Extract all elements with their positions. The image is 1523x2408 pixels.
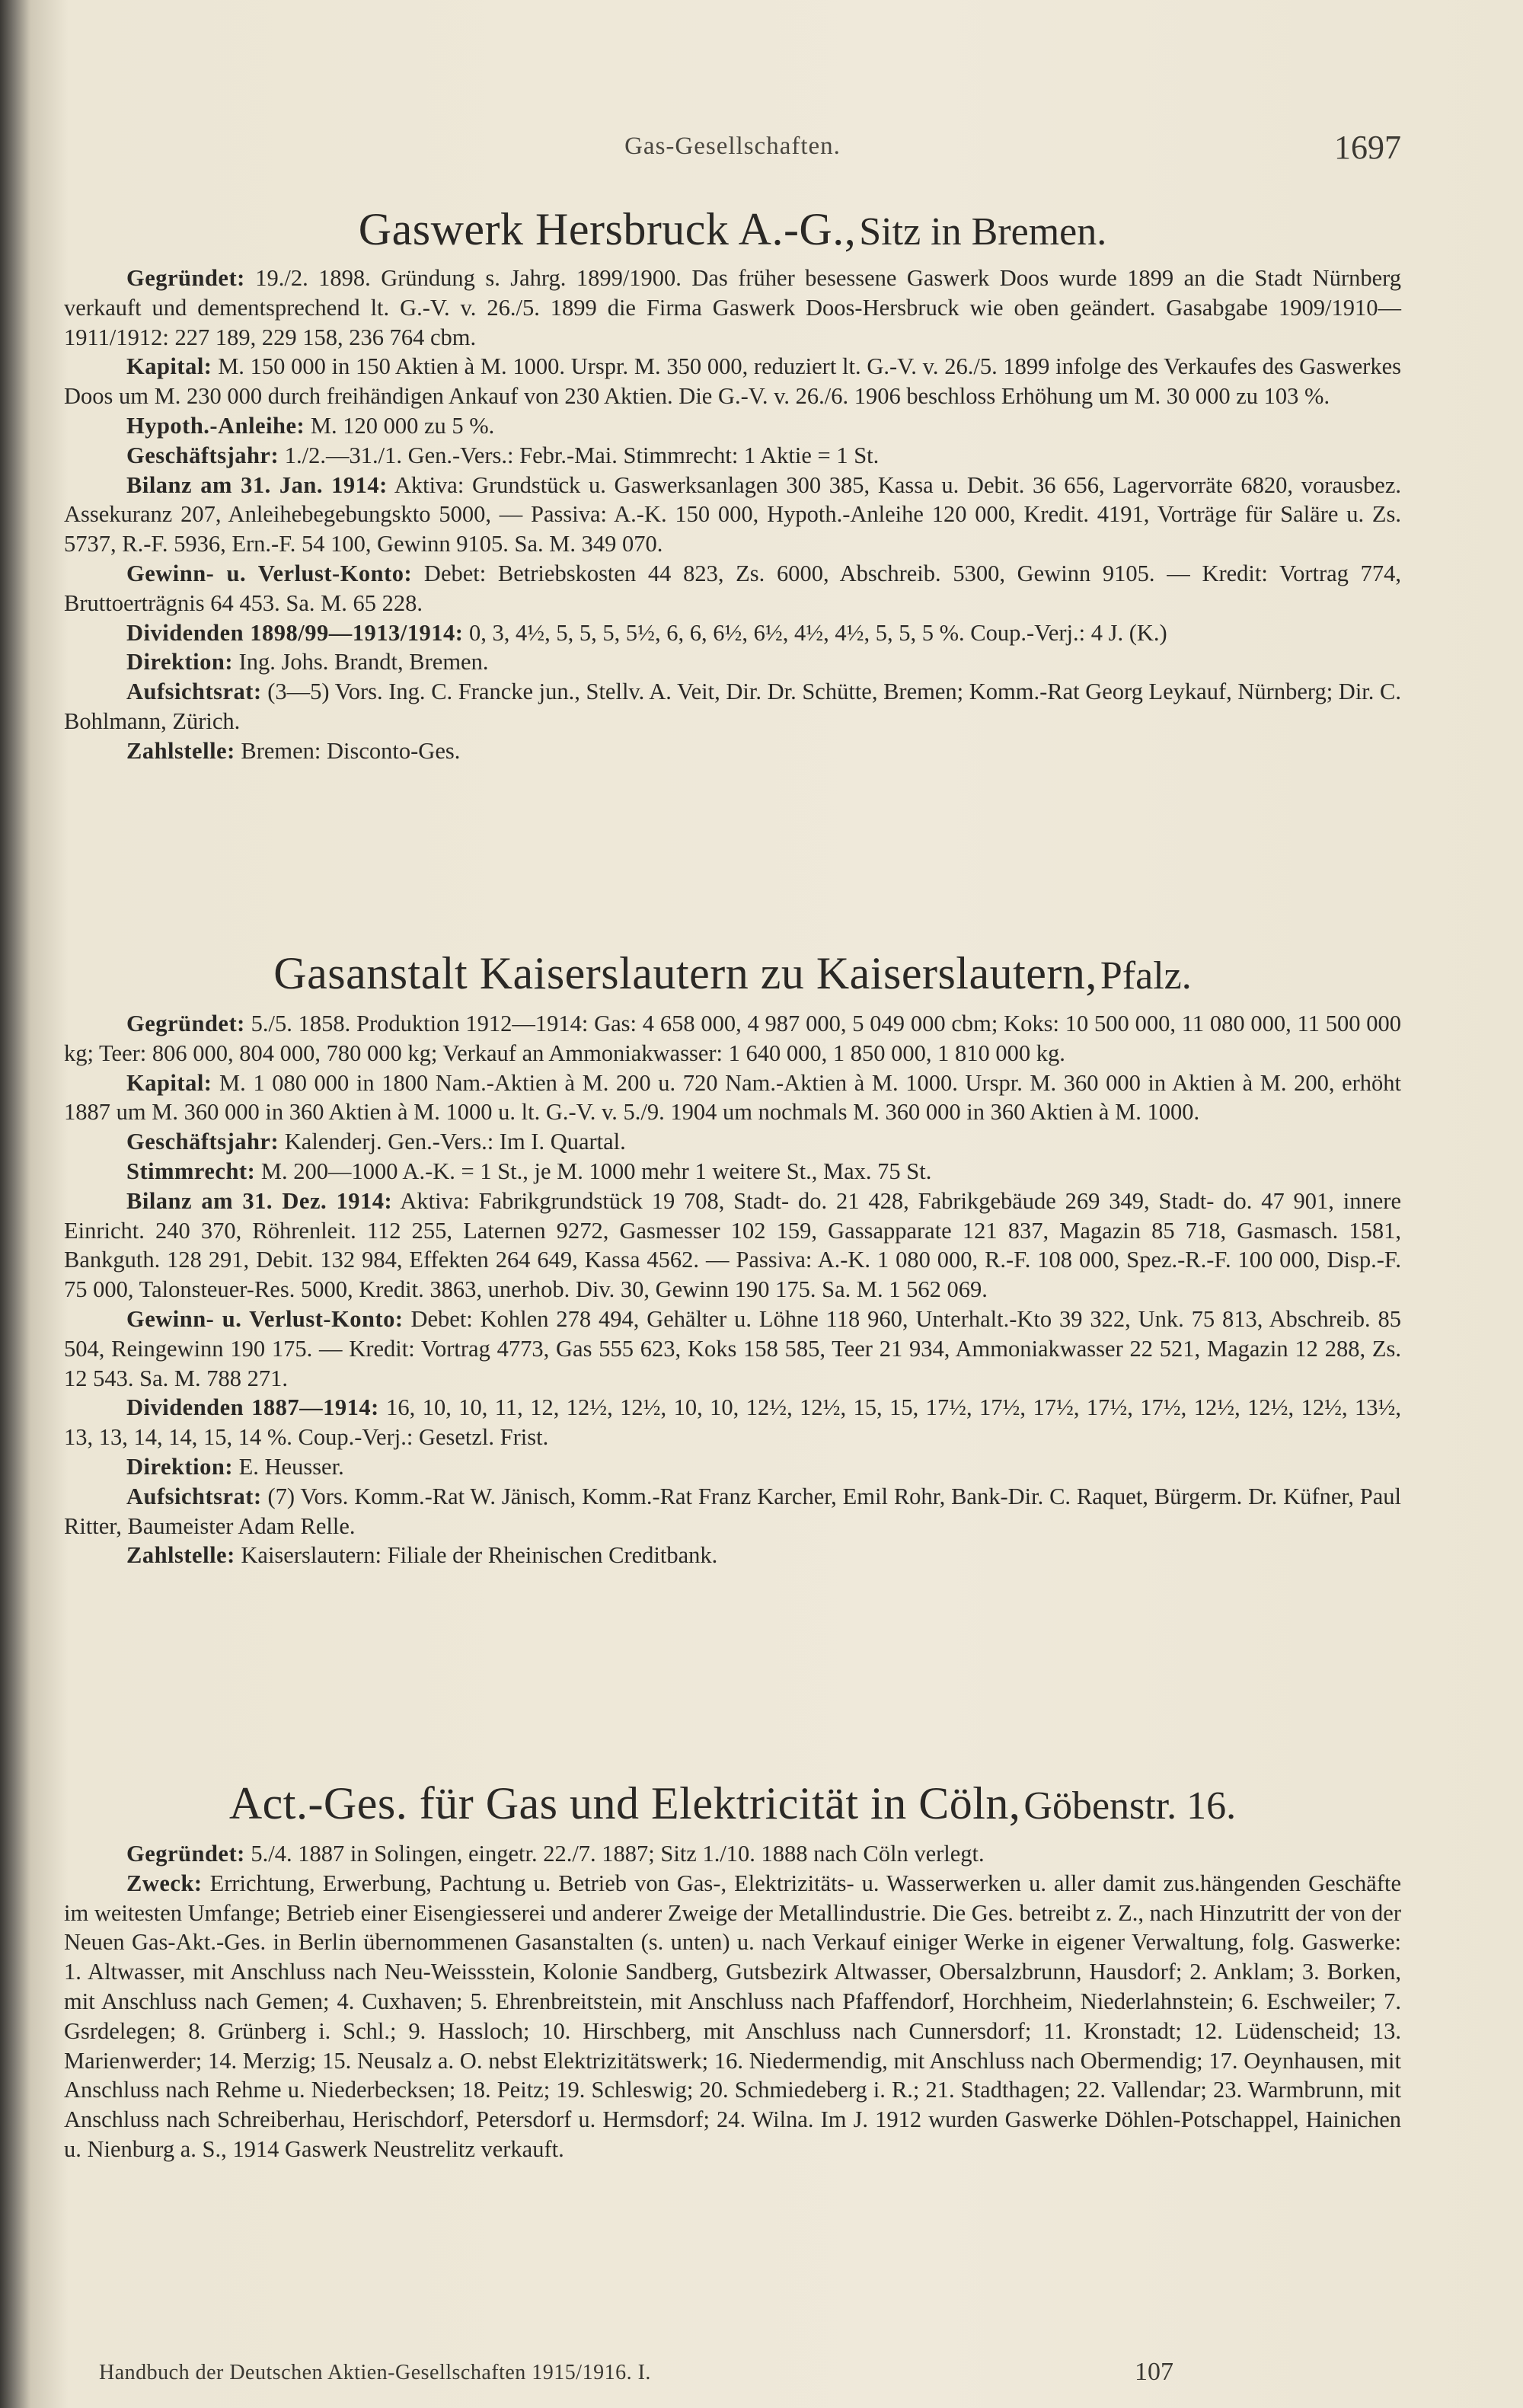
para-text: 16, 10, 10, 11, 12, 12½, 12½, 10, 10, 12½, 12½, 15, 15, 17½, 17½, 17½, 17½, 17½, 12½, 12½, 12½, 13½, 13, 13, 14, 14, 15, 14 %. Coup.-Verj.: Gesetzl. Frist. <box>64 1394 1401 1451</box>
page-number: 1697 <box>1334 129 1401 166</box>
company-entry-kaiserslautern <box>64 948 1401 1570</box>
para-text: Debet: Betriebskosten 44 823, Zs. 6000, Abschreib. 5300, Gewinn 9105. — Kredit: Vortrag 774, Bruttoerträgnis 64 453. Sa. M. 65 228. <box>64 560 1401 616</box>
para-text: M. 200—1000 A.-K. = 1 St., je M. 1000 mehr 1 weitere St., Max. 75 St. <box>260 1158 932 1184</box>
para-text: (3—5) Vors. Ing. C. Francke jun., Stellv. A. Veit, Dir. Dr. Schütte, Bremen; Komm.-Rat Georg Leykauf, Nürnberg; Dir. C. Bohlmann, Zürich. <box>64 679 1402 734</box>
running-header <box>64 128 1401 174</box>
entry-title-sub: Göbenstr. 16. <box>1023 1784 1237 1828</box>
para-label: Dividenden 1898/99—1913/1914: <box>126 619 464 646</box>
para-text: Aktiva: Grundstück u. Gaswerksanlagen 300 385, Kassa u. Debit. 36 656, Lagervorräte 6820, vorausbez. Assekuranz 207, Anleihebegebungskto 5000, — Passiva: A.-K. 150 000, Hypoth.-Anleihe 120 000, Kredit. 4191, Vorträge für Saläre u. Zs. 5737, R.-F. 5936, Ern.-F. 54 100, Gewinn 9105. Sa. M. 349 070. <box>64 471 1401 557</box>
para-gegruendet <box>64 1009 1401 1068</box>
para-label: Zweck: <box>126 1870 203 1896</box>
para-text: Debet: Kohlen 278 494, Gehälter u. Löhne 118 960, Unterhalt.-Kto 39 322, Unk. 75 813, Abschreib. 85 504, Reingewinn 190 175. — Kredit: Vortrag 4773, Gas 555 623, Koks 158 585, Teer 21 934, Ammoniakwasser 22 521, Magazin 12 288, Zs. 12 543. Sa. M. 788 271. <box>64 1305 1401 1391</box>
para-label: Direktion: <box>126 1453 233 1480</box>
entry-title <box>64 204 1401 254</box>
para-direktion <box>64 647 1401 677</box>
para-label: Hypoth.-Anleihe: <box>126 412 305 439</box>
entry-body <box>64 263 1401 766</box>
para-text: Errichtung, Erwerbung, Pachtung u. Betrieb von Gas-, Elektrizitäts- u. Wasserwerken u. aller damit zus.hängenden Geschäfte im weitesten Umfange; Betrieb einer Eisengiesserei und anderer Zweige der Metallindustrie. Die Ges. betreibt z. Z., nach Hinzutritt der von der Neuen Gas-Akt.-Ges. in Berlin übernommenen Gasanstalten (s. unten) u. nach Verkauf einiger Werke in eigener Verwaltung, folg. Gaswerke: 1. Altwasser, mit Anschluss nach Neu-Weissstein, Kolonie Sandberg, Gutsbezirk Altwasser, Obersalzbrunn, Hausdorf; 2. Anklam; 3. Borken, mit Anschluss nach Gemen; 4. Cuxhaven; 5. Ehrenbreitstein, mit Anschluss nach Pfaffendorf, Horchheim, Niederlahnstein; 6. Eschweiler; 7. Gsrdelegen; 8. Grünberg i. Schl.; 9. Hassloch; 10. Hirschberg, mit Anschluss nach Cunnersdorf; 11. Kronstadt; 12. Lüdenscheid; 13. Marienwerder; 14. Merzig; 15. Neusalz a. O. nebst Elektrizitätswerk; 16. Niedermendig, mit Anschluss nach Obermendig; 17. Oeynhausen, mit Anschluss nach Rehme u. Niederbecksen; 18. Peitz; 19. Schleswig; 20. Schmiedeberg i. R.; 21. Stadthagen; 22. Vallendar; 23. Warmbrunn, mit Anschluss nach Schreiberhau, Herischdorf, Petersdorf u. Hermsdorf; 24. Wilna. Im J. 1912 wurden Gaswerke Döhlen-Potschappel, Hainichen u. Nienburg a. S., 1914 Gaswerk Neustrelitz verkauft. <box>64 1870 1402 2162</box>
para-text: 5./4. 1887 in Solingen, eingetr. 22./7. 1887; Sitz 1./10. 1888 nach Cöln verlegt. <box>251 1841 985 1867</box>
para-gegruendet <box>64 263 1401 352</box>
para-dividenden <box>64 1393 1401 1452</box>
para-zahlstelle <box>64 736 1401 766</box>
para-text: Aktiva: Fabrikgrundstück 19 708, Stadt- do. 21 428, Fabrikgebäude 269 349, Stadt- do. 47 901, innere Einricht. 240 370, Röhrenleit. 112 255, Laternen 9272, Gasmesser 102 159, Gassapparate 121 837, Magazin 85 718, Gasmasch. 1581, Bankguth. 128 291, Debit. 132 984, Effekten 264 649, Kassa 4562. — Passiva: A.-K. 1 080 000, R.-F. 108 000, Spez.-R.-F. 100 000, Disp.-F. 75 000, Talonsteuer-Res. 5000, Kredit. 3863, unerhob. Div. 30, Gewinn 190 175. Sa. M. 1 562 069. <box>64 1187 1401 1303</box>
entry-title-main: Gasanstalt Kaiserslautern zu Kaiserslautern, <box>273 948 1097 998</box>
para-dividenden <box>64 618 1401 648</box>
para-zweck <box>64 1869 1401 2164</box>
para-bilanz <box>64 1186 1401 1305</box>
para-text: 19./2. 1898. Gründung s. Jahrg. 1899/1900. Das früher besessene Gaswerk Doos wurde 1899 an die Stadt Nürnberg verkauft und dementsprechend lt. G.-V. v. 26./5. 1899 die Firma Gaswerk Doos-Hersbruck wie oben geändert. Gasabgabe 1909/1910—1911/1912: 227 189, 229 158, 236 764 cbm. <box>64 265 1401 350</box>
entry-title <box>64 1778 1401 1828</box>
para-gewinn-verlust <box>64 559 1401 618</box>
para-label: Bilanz am 31. Dez. 1914: <box>126 1187 393 1214</box>
para-label: Aufsichtsrat: <box>126 679 262 705</box>
para-geschaeftsjahr <box>64 441 1401 471</box>
para-label: Gegründet: <box>126 1841 245 1867</box>
para-text: 1./2.—31./1. Gen.-Vers.: Febr.-Mai. Stimmrecht: 1 Aktie = 1 St. <box>284 442 880 468</box>
para-text: Kalenderj. Gen.-Vers.: Im I. Quartal. <box>284 1129 626 1155</box>
para-label: Geschäftsjahr: <box>126 1129 279 1155</box>
para-text: E. Heusser. <box>238 1453 344 1480</box>
para-aufsichtsrat <box>64 1482 1401 1541</box>
para-kapital <box>64 352 1401 411</box>
entry-title-main: Gaswerk Hersbruck A.-G., <box>358 204 857 254</box>
para-text: (7) Vors. Komm.-Rat W. Jänisch, Komm.-Rat Franz Karcher, Emil Rohr, Bank-Dir. C. Raquet, Bürgerm. Dr. Küfner, Paul Ritter, Baumeister Adam Relle. <box>64 1483 1402 1539</box>
para-label: Zahlstelle: <box>126 1542 235 1569</box>
para-text: Ing. Johs. Brandt, Bremen. <box>238 649 489 675</box>
company-entry-hersbruck <box>64 204 1401 766</box>
para-text: Kaiserslautern: Filiale der Rheinischen Creditbank. <box>241 1542 718 1569</box>
para-hypothek <box>64 411 1401 441</box>
para-text: 5./5. 1858. Produktion 1912—1914: Gas: 4 658 000, 4 987 000, 5 049 000 cbm; Koks: 10 500 000, 11 080 000, 11 500 000 kg; Teer: 806 000, 804 000, 780 000 kg; Verkauf an Ammoniakwasser: 1 640 000, 1 850 000, 1 810 000 kg. <box>64 1011 1402 1066</box>
para-text: 0, 3, 4½, 5, 5, 5, 5½, 6, 6, 6½, 6½, 4½, 4½, 5, 5, 5 %. Coup.-Verj.: 4 J. (K.) <box>469 619 1167 646</box>
para-text: M. 1 080 000 in 1800 Nam.-Aktien à M. 200 u. 720 Nam.-Aktien à M. 1000. Urspr. M. 360 000 in Aktien à M. 200, erhöht 1887 um M. 360 000 in 360 Aktien à M. 1000 u. lt. G.-V. v. 5./9. 1904 um nochmals M. 360 000 in 360 Aktien à M. 1000. <box>64 1069 1402 1126</box>
entry-body <box>64 1839 1401 2164</box>
para-direktion <box>64 1452 1401 1482</box>
company-entry-coeln <box>64 1778 1401 2164</box>
para-stimmrecht <box>64 1157 1401 1186</box>
para-zahlstelle <box>64 1541 1401 1570</box>
running-title: Gas-Gesellschaften. <box>624 133 841 160</box>
para-label: Direktion: <box>126 649 233 675</box>
para-label: Kapital: <box>126 1069 212 1096</box>
para-text: M. 150 000 in 150 Aktien à M. 1000. Urspr. M. 350 000, reduziert lt. G.-V. v. 26./5. 1899 infolge des Verkaufes des Gaswerkes Doos um M. 230 000 durch freihändigen Ankauf von 230 Aktien. Die G.-V. v. 26./6. 1906 beschloss Erhöhung um M. 30 000 zu 103 %. <box>64 353 1401 410</box>
para-label: Geschäftsjahr: <box>126 442 279 468</box>
entry-title-main: Act.-Ges. für Gas und Elektricität in Cöln, <box>228 1778 1021 1828</box>
para-text: Bremen: Disconto-Ges. <box>241 737 461 764</box>
para-label: Aufsichtsrat: <box>126 1483 262 1509</box>
para-label: Dividenden 1887—1914: <box>126 1394 379 1421</box>
para-label: Gegründet: <box>126 265 245 291</box>
para-label: Gewinn- u. Verlust-Konto: <box>126 1305 404 1332</box>
para-label: Gewinn- u. Verlust-Konto: <box>126 560 413 586</box>
page-footer <box>30 2358 1368 2391</box>
para-gewinn-verlust <box>64 1305 1401 1393</box>
entry-body <box>64 1009 1401 1570</box>
para-gegruendet <box>64 1839 1401 1869</box>
para-text: M. 120 000 zu 5 %. <box>310 412 495 439</box>
footer-sheet-number: 107 <box>1135 2358 1173 2386</box>
para-label: Zahlstelle: <box>126 737 235 764</box>
footer-imprint: Handbuch der Deutschen Aktien-Gesellschaften 1915/1916. I. <box>99 2361 651 2384</box>
para-label: Gegründet: <box>126 1011 245 1036</box>
para-label: Kapital: <box>126 353 212 380</box>
entry-title <box>64 948 1401 998</box>
entry-title-sub: Pfalz. <box>1100 954 1192 998</box>
para-bilanz <box>64 471 1401 559</box>
entry-title-sub: Sitz in Bremen. <box>859 210 1107 254</box>
para-geschaeftsjahr <box>64 1127 1401 1157</box>
para-kapital <box>64 1068 1401 1128</box>
para-aufsichtsrat <box>64 677 1401 736</box>
para-label: Bilanz am 31. Jan. 1914: <box>126 471 388 498</box>
para-label: Stimmrecht: <box>126 1158 256 1184</box>
